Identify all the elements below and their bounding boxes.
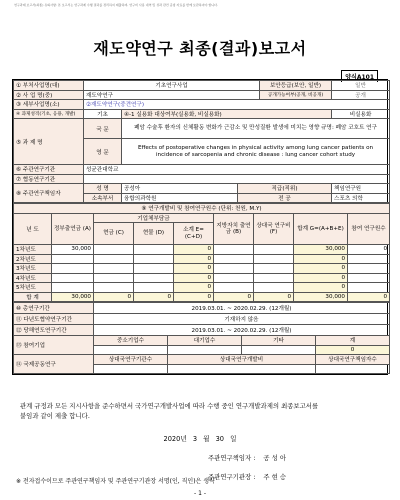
budget-heading: ⑨ 연구개발비 및 참여연구원수 (단위: 천원, M.Y): [14, 204, 390, 214]
header-year: 년 도: [14, 213, 52, 245]
header-large-biz: 대기업수: [168, 336, 242, 346]
label-lead-inst: ⑥ 주관연구기관: [14, 165, 84, 175]
budget-rows: [14, 245, 390, 302]
budget-cell-other: 0: [254, 292, 294, 302]
declaration-line-1: 관계 규정과 모든 지시사항을 준수하면서 국가연구개발사업에 따라 수행 중인 연구개발과제의 최종보고서를: [20, 402, 319, 410]
budget-table: [13, 203, 390, 302]
row-program: [14, 90, 390, 100]
submission-date: [14, 433, 386, 443]
budget-cell-year: 1차년도: [14, 245, 52, 255]
budget-heading-row: [14, 204, 390, 214]
budget-cell-inkind: [134, 283, 174, 293]
budget-cell-year: 합 계: [14, 292, 52, 302]
budget-cell-local: 0: [214, 292, 254, 302]
budget-cell-inkind: [134, 254, 174, 264]
budget-cell-staff: [348, 273, 390, 283]
budget-cell-other: [254, 273, 294, 283]
value-small-biz: [94, 345, 168, 355]
budget-cell-cash: [94, 254, 134, 264]
budget-cell-year: 2차년도: [14, 254, 52, 264]
value-biz-total: 0: [316, 345, 390, 355]
budget-cell-total: 0: [294, 283, 348, 293]
budget-cell-subtotal: 0: [174, 283, 214, 293]
budget-cell-cash: [94, 273, 134, 283]
header-cash: 현금 (C): [94, 223, 134, 245]
page-number: - 1 -: [194, 490, 206, 497]
budget-cell-local: [214, 245, 254, 255]
budget-cell-gov: [52, 254, 94, 264]
budget-cell-cash: 0: [94, 292, 134, 302]
budget-cell-gov: [52, 283, 94, 293]
value-lead-inst: 성균관대학교: [84, 165, 390, 175]
row-subprogram: [14, 100, 390, 110]
budget-cell-inkind: [134, 264, 174, 274]
budget-cell-staff: 0: [348, 292, 390, 302]
value-other-biz: [242, 345, 316, 355]
budget-row: [14, 283, 390, 293]
label-title-eng: 영 문: [84, 139, 122, 165]
budget-cell-other: [254, 245, 294, 255]
label-practical: ④-1 실용화 대상여부(실용화, 비실용화): [122, 109, 332, 119]
report-form: [12, 79, 388, 375]
label-pi-position: 직급(직위): [238, 184, 332, 194]
budget-cell-inkind: 0: [134, 292, 174, 302]
budget-cell-local: [214, 254, 254, 264]
value-subprogram: ②재도약연구(중견연구): [84, 100, 390, 110]
form-number-badge: 양식A101: [341, 70, 378, 82]
lead-researcher-signature: [14, 453, 386, 462]
budget-cell-staff: 0: [348, 245, 390, 255]
label-pi-name: 성 명: [84, 184, 122, 194]
institution-head-label: 주관연구기관장 :: [207, 473, 256, 481]
value-pi-major: 스포츠 의학: [332, 193, 390, 203]
date-year: 2020년: [163, 435, 187, 443]
budget-cell-staff: [348, 254, 390, 264]
budget-cell-subtotal: 0: [174, 273, 214, 283]
value-total-period: 2019.03.01. ~ 2020.02.29. (12개월): [94, 303, 390, 314]
value-coop-inst: [84, 174, 390, 184]
row-pi-name: [14, 184, 390, 194]
header-biz-total: 계: [316, 336, 390, 346]
value-large-biz: [168, 345, 242, 355]
value-pi-name: 공성아: [122, 184, 238, 194]
budget-cell-cash: [94, 264, 134, 274]
budget-cell-other: [254, 254, 294, 264]
budget-cell-staff: [348, 264, 390, 274]
value-partner-dev: [168, 364, 316, 374]
budget-cell-total: 0: [294, 273, 348, 283]
row-year-period: [14, 325, 390, 336]
value-year-period: 2019.03.01. ~ 2020.02.29. (12개월): [94, 325, 390, 336]
footnote: ※ 전자접수이므로 주관연구책임자 및 주관연구기관장 서명(인, 직인)은 생략: [16, 478, 215, 485]
value-disclosure: 공개: [332, 90, 390, 100]
label-ministry: ① 부처사업명(대): [14, 81, 84, 91]
label-intl: ⑭ 국제공동연구: [14, 355, 94, 374]
budget-cell-total: 0: [294, 264, 348, 274]
budget-cell-subtotal: 0: [174, 245, 214, 255]
label-security: 보안등급(보안, 일반): [260, 81, 332, 91]
label-title-kor: 국 문: [84, 119, 122, 139]
header-subtotal: 소계 E=(C+D): [174, 223, 214, 245]
label-program: ② 사 업 명(중): [14, 90, 84, 100]
header-staff: 참여 연구원수: [348, 213, 390, 245]
value-security: 일반: [332, 81, 390, 91]
label-title: ⑤ 과 제 명: [14, 119, 84, 165]
lead-researcher-name: 공 성 아: [263, 454, 287, 462]
header-partner-inst: 상대국연구기관수: [94, 355, 168, 365]
budget-cell-subtotal: 0: [174, 254, 214, 264]
budget-cell-other: [254, 264, 294, 274]
row-title-kor: [14, 119, 390, 139]
budget-cell-local: [214, 273, 254, 283]
header-partner-lead: 상대국연구책임자수: [316, 355, 390, 365]
budget-row: [14, 254, 390, 264]
budget-cell-year: 5차년도: [14, 283, 52, 293]
budget-cell-total: 30,000: [294, 292, 348, 302]
label-disclosure: 공개가능여부(공개, 비공개): [260, 90, 332, 100]
notice-text: 연구과제 보고서(최종) 유의사항: 본 보고서는 연구과제 수행 결과를 정리하여 제출하며, 연구비 사용 내역 및 성과 관련 증빙 자료를 함께 보관하여야 합니다.: [14, 3, 219, 7]
budget-cell-gov: [52, 264, 94, 274]
budget-cell-cash: [94, 245, 134, 255]
row-total-period: [14, 303, 390, 314]
row-coop-period: [14, 314, 390, 325]
budget-cell-total: 0: [294, 254, 348, 264]
header-small-biz: 중소기업수: [94, 336, 168, 346]
row-participants-header: [14, 336, 390, 346]
row-ministry: [14, 81, 390, 91]
value-title-eng: Effects of postoperative changes in physical activity among lung cancer patients on incidence of sarcopenia and chronic disease : lung cancer cohort study: [122, 139, 390, 165]
budget-cell-staff: [348, 283, 390, 293]
label-coop-inst: ⑦ 협동연구기관: [14, 174, 84, 184]
budget-header-row-1: [14, 213, 390, 223]
basic-info-table: [13, 80, 390, 203]
budget-cell-inkind: [134, 245, 174, 255]
header-other: 상대국 연구비 (F): [254, 213, 294, 245]
budget-cell-gov: [52, 273, 94, 283]
value-nature: 기초: [84, 109, 122, 119]
budget-cell-other: [254, 283, 294, 293]
value-title-kor: 폐암 수술후 환자의 신체활동 변화가 근감소 및 만성질환 발생에 미치는 영향 규명: 폐암 코호트 연구: [122, 119, 390, 139]
header-partner-dev: 상대국연구개발비: [168, 355, 316, 365]
row-nature: [14, 109, 390, 119]
budget-cell-gov: 30,000: [52, 245, 94, 255]
budget-cell-year: 3차년도: [14, 264, 52, 274]
label-pi-dept: 소속부서: [84, 193, 122, 203]
row-lead-inst: [14, 165, 390, 175]
label-participants: ⑬ 참여기업: [14, 336, 94, 355]
budget-row: [14, 245, 390, 255]
date-month: 3 월: [192, 435, 210, 443]
period-table: [13, 302, 390, 374]
header-total: 합계 G=(A+B+E): [294, 213, 348, 245]
label-coop-period: ⑪ 다년도협약연구기간: [14, 314, 94, 325]
budget-cell-local: [214, 264, 254, 274]
value-program: 재도약연구: [84, 90, 260, 100]
header-corp-group: 기업체부담금: [94, 213, 214, 223]
lead-researcher-label: 주관연구책임자 :: [207, 454, 256, 462]
budget-sum-row: [14, 292, 390, 302]
budget-cell-year: 4차년도: [14, 273, 52, 283]
budget-cell-inkind: [134, 273, 174, 283]
value-practical: 비실용화: [332, 109, 390, 119]
row-intl-header: [14, 355, 390, 365]
budget-cell-subtotal: 0: [174, 264, 214, 274]
value-ministry: 기초연구사업: [84, 81, 260, 91]
value-partner-lead: [316, 364, 390, 374]
row-coop-inst: [14, 174, 390, 184]
value-coop-period: 기재하지 않음: [94, 314, 390, 325]
label-nature: ④ 과제성격(기초, 응용, 개발): [14, 109, 84, 119]
value-pi-dept: 융합의과학원: [122, 193, 238, 203]
header-other-biz: 기타: [242, 336, 316, 346]
label-pi-major: 전 공: [238, 193, 332, 203]
header-inkind: 현물 (D): [134, 223, 174, 245]
institution-head-name: 주 현 승: [263, 473, 287, 481]
value-pi-position: 책임연구원: [332, 184, 390, 194]
budget-cell-cash: [94, 283, 134, 293]
header-gov: 정부출연금 (A): [52, 213, 94, 245]
value-partner-inst: [94, 364, 168, 374]
header-local: 지방자치 출연금 (B): [214, 213, 254, 245]
label-total-period: ⑩ 총연구기간: [14, 303, 94, 314]
declaration-block: [14, 401, 386, 481]
label-subprogram: ③ 세부사업명(소): [14, 100, 84, 110]
budget-cell-subtotal: 0: [174, 292, 214, 302]
date-day: 30 일: [215, 435, 237, 443]
budget-row: [14, 264, 390, 274]
budget-cell-total: 30,000: [294, 245, 348, 255]
budget-cell-gov: 30,000: [52, 292, 94, 302]
declaration-line-2: 붙임과 같이 제출 합니다.: [20, 412, 90, 420]
label-year-period: ⑫ 당해연도연구기간: [14, 325, 94, 336]
label-pi: ⑧ 주관연구책임자: [14, 184, 84, 203]
budget-row: [14, 273, 390, 283]
page-title: 재도약연구 최종(결과)보고서: [93, 39, 307, 58]
budget-cell-local: [214, 283, 254, 293]
